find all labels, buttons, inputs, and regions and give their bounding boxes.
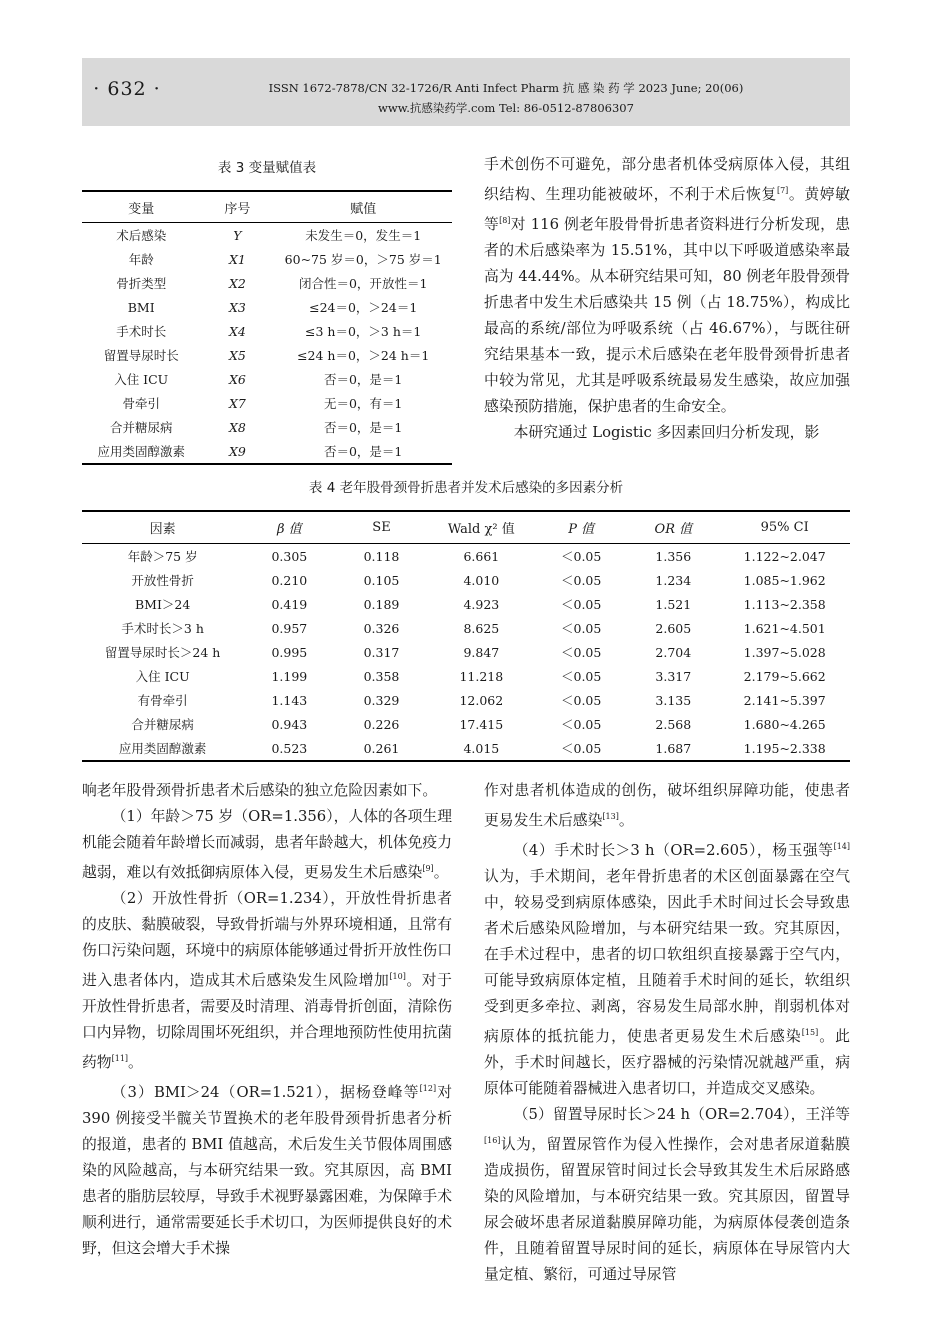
table-row [82,688,850,712]
table3-header: 变量 [82,191,200,223]
table-cell: 有骨牵引 [137,693,188,708]
table-cell: 2.704 [655,644,692,660]
table-cell: BMI＞24 [134,597,191,612]
text-span: （2）开放性骨折（OR=1.234），开放性骨折患者的皮肤、黏膜破裂，导致骨折端与外界环境相通，且常有伤口污染问题，环境中的病原体能够通过骨折开放性伤口进入患者体内，造成其术后感染发生风险增加 [82,889,452,989]
table-cell: 入住 ICU [135,669,190,684]
citation: [7] [776,186,789,195]
table-cell: X8 [228,419,246,435]
table-cell: 9.847 [463,644,500,660]
table-cell: X1 [228,251,246,267]
table-cell: 手术时长＞3 h [121,621,204,636]
table-cell: 0.210 [271,572,308,588]
table-cell: 留置导尿时长＞24 h [104,645,221,660]
table-cell: X4 [228,323,246,339]
table-cell: 11.218 [459,668,504,684]
citation: [13] [602,812,619,821]
table-cell: 0.995 [271,644,308,660]
text-span: 手术创伤不可避免，部分患者机体受病原体入侵，其组织结构、生理功能被破坏，不利于术后恢复 [484,156,850,203]
table-cell: 0.419 [271,596,308,612]
table-row [82,391,452,415]
text-span: 作对患者机体造成的创伤，破坏组织屏障功能，使患者更易发生术后感染 [484,782,850,829]
table-cell: 0.226 [363,716,400,732]
citation: [8] [499,215,511,225]
table-cell: ＜0.05 [561,549,602,564]
table-cell: X5 [228,347,246,363]
table-cell: 应用类固醇激素 [118,741,207,756]
table-cell: 1.621~4.501 [743,620,826,636]
table-row [82,640,850,664]
paragraph: 响老年股骨颈骨折患者术后感染的独立危险因素如下。 [82,782,438,799]
table-cell: Y [233,227,242,243]
table-cell: 1.195~2.338 [743,740,826,756]
table-cell: ＜0.05 [561,573,602,588]
table-cell: BMI [127,299,155,315]
paragraph: （1）年龄＞75 岁（OR=1.356），人体的各项生理机能会随着年龄增长而减弱，患者年龄越大，机体免疫力越弱，难以有效抵御病原体入侵，更易发生术后感染[9]。 [82,808,452,881]
table-row [82,319,452,343]
table-cell: 术后感染 [116,228,167,243]
table-row [82,616,850,640]
table-row [82,343,452,367]
table3-block [82,156,452,465]
table-cell: 闭合性＝0，开放性＝1 [298,276,428,291]
table-row [82,415,452,439]
text-span: （5）留置导尿时长＞24 h（OR=2.704），王洋等 [513,1105,850,1123]
journal-contact: www.抗感染药学.com Tel: 86-0512-87806307 [378,101,634,115]
table-cell: 1.143 [271,692,308,708]
table-cell: 无＝0，有＝1 [323,396,403,411]
table3-title: 表 3 变量赋值表 [217,160,317,176]
table4-header: 95% CI [719,511,850,544]
text-span: 对 390 例接受半髋关节置换术的老年股骨颈骨折患者分析的报道，患者的 BMI 值越高，术后发生关节假体周围感染的风险越高，与本研究结果一致。究其原因，高 BMI 患者的脂肪层较厚，导致手术视野暴露困难，为保障手术顺利进行，通常需要延长手术切口，为医师提供良好的术野，但这会增大手术操 [82,1083,452,1257]
table-cell: 1.521 [655,596,692,612]
table-cell: 0.105 [363,572,400,588]
table-cell: 2.605 [655,620,692,636]
table-cell: 否＝0，是＝1 [323,372,403,387]
table-cell: 6.661 [463,548,500,564]
table-cell: 1.680~4.265 [743,716,826,732]
table-cell: 17.415 [459,716,504,732]
table-cell: 0.326 [363,620,400,636]
journal-info: ISSN 1672-7878/CN 32-1726/R Anti Infect Pharm 抗 感 染 药 学 2023 June; 20(06) [268,81,744,95]
table-cell: 0.329 [363,692,400,708]
table-cell: 1.085~1.962 [743,572,826,588]
table-row [82,712,850,736]
table-cell: 开放性骨折 [131,573,194,588]
table3 [82,190,452,465]
left-bottom-text [82,778,452,1262]
table-cell: ＜0.05 [561,741,602,756]
table-row [82,592,850,616]
table-cell: 骨牵引 [122,396,160,411]
table-cell: 2.141~5.397 [743,692,826,708]
journal-header [82,58,850,126]
table-cell: X6 [228,371,246,387]
page-number: · 632 · [93,78,161,100]
table-cell: 合并糖尿病 [109,420,173,435]
paragraph: 作对患者机体造成的创伤，破坏组织屏障功能，使患者更易发生术后感染[13]。 [484,782,850,829]
right-bottom-text [484,778,850,1288]
table-cell: 1.356 [655,548,692,564]
table-cell: 1.234 [655,572,692,588]
citation: [16] [484,1135,501,1145]
table-cell: 3.135 [655,692,692,708]
table-cell: X2 [228,275,246,291]
table-cell: 0.305 [271,548,308,564]
text-span: 。此外，手术时间越长，医疗器械的污染情况就越严重，病原体可能随着器械进入患者切口，并造成交叉感染。 [484,1027,850,1097]
table-row [82,247,452,271]
table-cell: 年龄 [128,252,154,267]
table-cell: 应用类固醇激素 [97,444,185,459]
table-cell: ＜0.05 [561,717,602,732]
table-cell: 1.122~2.047 [743,548,826,564]
table-cell: 0.317 [363,644,400,660]
table-cell: ≤3 h＝0，＞3 h＝1 [305,324,422,339]
table-cell: 60~75 岁＝0，＞75 岁＝1 [284,252,442,267]
table4-block [82,476,850,762]
text-span: （4）手术时长＞3 h（OR=2.605），杨玉强等 [513,841,834,859]
table-cell: 1.687 [655,740,692,756]
table-cell: 未发生＝0，发生＝1 [305,228,422,243]
right-top-text [484,152,850,446]
table-cell: 1.113~2.358 [743,596,826,612]
table-row [82,271,452,295]
text-span: 。对于开放性骨折患者，需要及时清理、消毒骨折创面，清除伤口内异物，切除周围坏死组织，并合理地预防性使用抗菌药物 [82,971,452,1071]
table-cell: 0.943 [271,716,308,732]
table-cell: ＜0.05 [561,645,602,660]
text-span: （3）BMI＞24（OR=1.521），据杨登峰等 [111,1083,420,1101]
table4-header: 因素 [82,511,243,544]
table-cell: 0.957 [271,620,308,636]
table-cell: 0.189 [363,596,400,612]
table4-header: SE [335,511,427,544]
table-cell: 否＝0，是＝1 [323,444,403,459]
table-cell: 入住 ICU [114,372,169,387]
table-cell: 12.062 [459,692,504,708]
citation: [12] [419,1083,437,1093]
text-span: 对 116 例老年股骨骨折患者资料进行分析发现，患者的术后感染率为 15.51%，其中以下呼吸道感染率最高为 44.44%。从本研究结果可知，80 例老年股骨颈骨折患者中发生术后感染共 15 例（占 18.75%），构成比最高的系统/部位为呼吸系统（占 46.67%），与既往研究结果基本一致，提示术后感染在老年股骨颈骨折患者中较为常见，尤其是呼吸系统最易发生感染，故应加强感染预防措施，保护患者的生命安全。 [484,215,850,415]
table4-header: P 值 [535,511,627,544]
table-row [82,664,850,688]
table4 [82,510,850,762]
table-cell: 留置导尿时长 [103,348,179,363]
table-cell: ＜0.05 [561,597,602,612]
table4-header: β 值 [243,511,335,544]
table-cell: 手术时长 [116,324,167,339]
table-cell: 骨折类型 [116,276,167,291]
table-row [82,439,452,464]
table-cell: 1.397~5.028 [743,644,826,660]
table-cell: 0.523 [271,740,308,756]
table-cell: 合并糖尿病 [131,717,194,732]
table-cell: 4.010 [463,572,500,588]
paragraph [484,834,850,1102]
table-cell: X3 [228,299,246,315]
table-cell: 0.358 [363,668,400,684]
citation: [15] [801,1027,819,1037]
table3-header: 赋值 [274,191,452,223]
paragraph [484,152,850,420]
paragraph [82,1076,452,1262]
paragraph: （2）开放性骨折（OR=1.234），开放性骨折患者的皮肤、黏膜破裂，导致骨折端与外界环境相通，且常有伤口污染问题，环境中的病原体能够通过骨折开放性伤口进入患者体内，造成其术后感染发生风险增加[10]。对于开放性骨折患者，需要及时清理、消毒骨折创面，清除伤口内异物，切除周围坏死组织，并合理地预防性使用抗菌药物[11]。 [82,889,452,1071]
table-cell: 3.317 [655,668,692,684]
table-cell: X9 [228,443,246,459]
table-cell: 年龄＞75 岁 [127,549,198,564]
table-cell: 否＝0，是＝1 [323,420,403,435]
table-cell: 8.625 [463,620,500,636]
table-cell: 4.015 [463,740,500,756]
text-span: 认为，手术期间，老年骨折患者的术区创面暴露在空气中，较易受到病原体感染，因此手术时间过长会导致患者术后感染风险增加，与本研究结果一致。究其原因，在手术过程中，患者的切口软组织直接暴露于空气内，可能导致病原体定植，且随着手术时间的延长，软组织受到更多牵拉、剥离，容易发生局部水肿，削弱机体对病原体的抵抗能力，使患者更易发生术后感染 [484,867,850,1045]
table4-header: Wald χ² 值 [428,511,536,544]
citation: [11] [111,1053,129,1063]
text-span: （1）年龄＞75 岁（OR=1.356），人体的各项生理机能会随着年龄增长而减弱，患者年龄越大，机体免疫力越弱，难以有效抵御病原体入侵，更易发生术后感染 [82,808,452,881]
table-cell: ≤24＝0，＞24＝1 [309,300,418,315]
text-span: 认为，留置尿管作为侵入性操作，会对患者尿道黏膜造成损伤，留置尿管时间过长会导致其发生术后尿路感染的风险增加，与本研究结果一致。究其原因，留置导尿会破坏患者尿道黏膜屏障功能，为病原体侵袭创造条件，且随着留置导尿时间的延长，病原体在导尿管内大量定植、繁衍，可通过导尿管 [484,1135,850,1283]
table-cell: ≤24 h＝0，＞24 h＝1 [297,348,430,363]
table-row [82,367,452,391]
table-cell: ＜0.05 [561,669,602,684]
table-cell: X7 [228,395,246,411]
table-cell: 0.261 [363,740,400,756]
table-cell: 2.568 [655,716,692,732]
table3-header: 序号 [200,191,274,223]
table-row [82,295,452,319]
paragraph [484,1102,850,1288]
text-span: 。黄婷敏等 [484,185,850,233]
table-cell: 2.179~5.662 [743,668,826,684]
citation: [10] [389,971,406,981]
table-row [82,736,850,761]
table-row [82,568,850,592]
table-cell: ＜0.05 [561,693,602,708]
table-cell: 0.118 [363,548,400,564]
table-row [82,223,452,248]
table-cell: 1.199 [271,668,308,684]
table-cell: ＜0.05 [561,621,602,636]
table-cell: 4.923 [463,596,500,612]
citation: [14] [833,841,850,851]
table-row [82,544,850,569]
paragraph: 本研究通过 Logistic 多因素回归分析发现，影 [513,423,820,441]
table4-title: 表 4 老年股骨颈骨折患者并发术后感染的多因素分析 [308,480,624,496]
citation: [9] [422,864,434,873]
table4-header: OR 值 [627,511,719,544]
